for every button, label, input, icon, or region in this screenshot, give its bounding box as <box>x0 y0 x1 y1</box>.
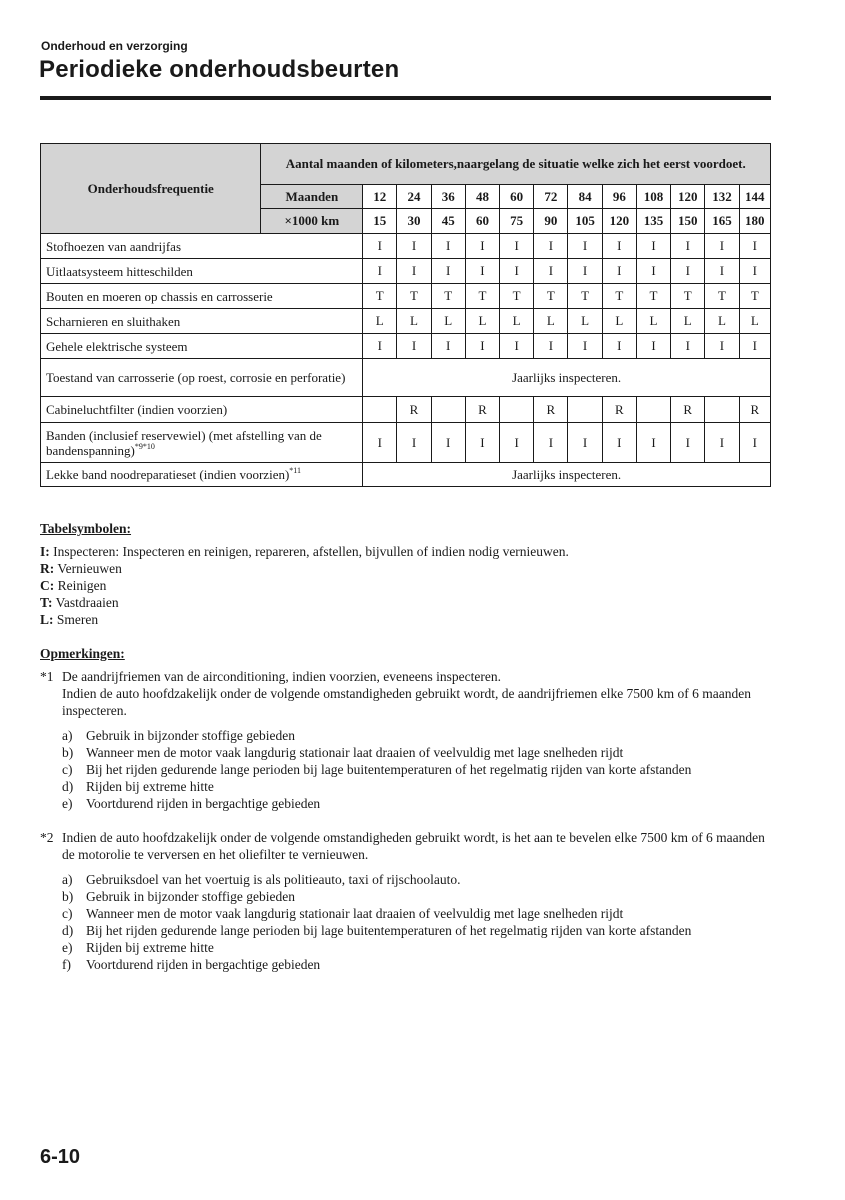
frequency-header: Onderhoudsfrequentie <box>41 144 261 234</box>
row-label <box>41 397 363 423</box>
condition-list <box>62 727 780 812</box>
legend-symbol: I: <box>40 544 50 559</box>
km-value: 135 <box>636 209 670 234</box>
page-number: 6-10 <box>40 1146 81 1168</box>
schedule-cell <box>363 397 397 423</box>
condition-letter: f) <box>62 957 71 972</box>
schedule-cell: I <box>534 423 568 463</box>
row-label-text: Toestand van carrosserie (op roest, corrosie en perforatie) <box>46 370 346 385</box>
km-value: 105 <box>568 209 602 234</box>
condition-text: Gebruik in bijzonder stoffige gebieden <box>86 889 295 904</box>
maintenance-table <box>40 143 771 487</box>
schedule-cell: I <box>636 423 670 463</box>
schedule-cell: R <box>671 397 705 423</box>
months-value: 144 <box>739 185 770 209</box>
footnote-ref: *9*10 <box>134 441 155 451</box>
schedule-cell <box>705 397 739 423</box>
schedule-cell: I <box>500 334 534 359</box>
schedule-cell: I <box>431 259 465 284</box>
interval-header: Aantal maanden of kilometers,naargelang de situatie welke zich het eerst voordoet. <box>261 144 771 185</box>
schedule-cell: I <box>739 234 770 259</box>
schedule-cell: T <box>431 284 465 309</box>
row-label <box>41 423 363 463</box>
legend-text: Smeren <box>53 612 99 627</box>
km-value: 120 <box>602 209 636 234</box>
remarks-section <box>40 645 780 973</box>
row-label <box>41 309 363 334</box>
schedule-cell: T <box>705 284 739 309</box>
legend-text: Reinigen <box>54 578 107 593</box>
section-label: Onderhoud en verzorging <box>41 39 188 53</box>
schedule-cell: I <box>397 259 431 284</box>
legend-item <box>40 543 780 560</box>
schedule-cell: I <box>397 423 431 463</box>
remark-detail: Indien de auto hoofdzakelijk onder de volgende omstandigheden gebruikt wordt, de aandrijfriemen elke 7500 km of 6 maanden inspecteren. <box>62 686 752 718</box>
schedule-cell: L <box>534 309 568 334</box>
condition-item <box>62 778 780 795</box>
schedule-cell: T <box>465 284 499 309</box>
months-value: 132 <box>705 185 739 209</box>
schedule-cell: I <box>397 234 431 259</box>
row-label-text: Cabineluchtfilter (indien voorzien) <box>46 402 228 417</box>
row-label <box>41 359 363 397</box>
condition-letter: d) <box>62 923 74 938</box>
months-label: Maanden <box>261 185 363 209</box>
schedule-cell: L <box>739 309 770 334</box>
table-row <box>41 359 771 397</box>
condition-item <box>62 795 780 812</box>
schedule-cell <box>568 397 602 423</box>
schedule-cell: I <box>739 423 770 463</box>
legend-symbol: T: <box>40 595 53 610</box>
condition-letter: a) <box>62 728 73 743</box>
km-value: 150 <box>671 209 705 234</box>
condition-item <box>62 761 780 778</box>
months-value: 24 <box>397 185 431 209</box>
schedule-cell: I <box>636 234 670 259</box>
months-value: 36 <box>431 185 465 209</box>
row-label-text: Uitlaatsysteem hitteschilden <box>46 263 193 279</box>
schedule-cell: I <box>636 259 670 284</box>
remark-body <box>62 829 780 973</box>
schedule-cell: I <box>705 259 739 284</box>
schedule-cell: R <box>602 397 636 423</box>
remark-intro: De aandrijfriemen van de airconditioning, indien voorzien, eveneens inspecteren. <box>62 669 501 684</box>
km-value: 60 <box>465 209 499 234</box>
condition-item <box>62 905 780 922</box>
table-row <box>41 234 771 259</box>
row-label-text: Bouten en moeren op chassis en carrosserie <box>46 288 273 304</box>
schedule-cell: L <box>636 309 670 334</box>
legend-item <box>40 611 780 628</box>
page-title: Periodieke onderhoudsbeurten <box>39 56 400 83</box>
condition-text: Gebruik in bijzonder stoffige gebieden <box>86 728 295 743</box>
schedule-cell: I <box>465 334 499 359</box>
months-value: 108 <box>636 185 670 209</box>
table-row <box>41 334 771 359</box>
legend-text: Vernieuwen <box>54 561 122 576</box>
months-value: 84 <box>568 185 602 209</box>
schedule-cell: R <box>397 397 431 423</box>
months-value: 48 <box>465 185 499 209</box>
schedule-cell: I <box>602 259 636 284</box>
table-row <box>41 423 771 463</box>
schedule-cell: I <box>500 423 534 463</box>
months-value: 120 <box>671 185 705 209</box>
schedule-cell: I <box>465 423 499 463</box>
km-label: ×1000 km <box>261 209 363 234</box>
annual-inspection-note: Jaarlijks inspecteren. <box>363 463 771 487</box>
schedule-cell: L <box>465 309 499 334</box>
schedule-cell: L <box>602 309 636 334</box>
table-row <box>41 463 771 487</box>
row-label <box>41 234 363 259</box>
schedule-cell: I <box>431 234 465 259</box>
schedule-cell: I <box>465 259 499 284</box>
km-value: 165 <box>705 209 739 234</box>
schedule-cell: I <box>363 259 397 284</box>
schedule-cell: L <box>431 309 465 334</box>
schedule-cell: T <box>636 284 670 309</box>
remarks-list <box>40 668 780 973</box>
schedule-cell: I <box>671 423 705 463</box>
legend-symbol: C: <box>40 578 55 593</box>
schedule-cell: I <box>671 334 705 359</box>
schedule-cell <box>431 397 465 423</box>
months-value: 96 <box>602 185 636 209</box>
schedule-cell: R <box>739 397 770 423</box>
schedule-cell: L <box>568 309 602 334</box>
schedule-cell: T <box>397 284 431 309</box>
row-label-text: Lekke band noodreparatieset (indien voorzien) <box>46 467 290 482</box>
remark-body <box>62 668 780 812</box>
schedule-cell: L <box>363 309 397 334</box>
table-row <box>41 309 771 334</box>
schedule-cell: I <box>397 334 431 359</box>
annual-inspection-note: Jaarlijks inspecteren. <box>363 359 771 397</box>
condition-letter: b) <box>62 889 74 904</box>
schedule-cell: R <box>534 397 568 423</box>
schedule-cell: I <box>671 234 705 259</box>
months-value: 60 <box>500 185 534 209</box>
schedule-cell: I <box>363 234 397 259</box>
row-label-text: Gehele elektrische systeem <box>46 338 188 354</box>
condition-text: Voortdurend rijden in bergachtige gebieden <box>86 796 321 811</box>
table-header-row <box>41 144 771 185</box>
legend-item <box>40 594 780 611</box>
schedule-cell: L <box>671 309 705 334</box>
condition-item <box>62 744 780 761</box>
row-label <box>41 463 363 487</box>
condition-text: Bij het rijden gedurende lange perioden bij lage buitentemperaturen of het regelmatig rijden van korte afstanden <box>86 762 692 777</box>
schedule-cell: L <box>705 309 739 334</box>
schedule-cell: I <box>534 334 568 359</box>
km-value: 15 <box>363 209 397 234</box>
condition-item <box>62 939 780 956</box>
schedule-cell: I <box>671 259 705 284</box>
condition-letter: c) <box>62 906 73 921</box>
row-label <box>41 334 363 359</box>
remark-intro: Indien de auto hoofdzakelijk onder de volgende omstandigheden gebruikt wordt, is het aan te bevelen elke 7500 km of 6 maanden de motorolie te verversen en het oliefilter te vernieuwen. <box>62 830 765 862</box>
schedule-cell: I <box>465 234 499 259</box>
km-value: 90 <box>534 209 568 234</box>
schedule-cell: I <box>568 259 602 284</box>
legend-item <box>40 577 780 594</box>
condition-text: Voortdurend rijden in bergachtige gebieden <box>86 957 321 972</box>
table-row <box>41 259 771 284</box>
legend-symbol: L: <box>40 612 54 627</box>
km-value: 45 <box>431 209 465 234</box>
schedule-cell: I <box>568 234 602 259</box>
schedule-cell: I <box>739 334 770 359</box>
remark-marker: *1 <box>40 669 54 684</box>
km-value: 30 <box>397 209 431 234</box>
schedule-cell: L <box>397 309 431 334</box>
row-label <box>41 284 363 309</box>
schedule-cell: I <box>431 334 465 359</box>
condition-letter: c) <box>62 762 73 777</box>
schedule-cell: I <box>602 334 636 359</box>
schedule-cell: I <box>636 334 670 359</box>
schedule-cell: I <box>705 234 739 259</box>
condition-letter: e) <box>62 940 73 955</box>
condition-item <box>62 956 780 973</box>
legend-text: Inspecteren: Inspecteren en reinigen, repareren, afstellen, bijvullen of indien nodig vernieuwen. <box>49 544 569 559</box>
condition-text: Wanneer men de motor vaak langdurig stationair laat draaien of veelvuldig met lage snelheden rijdt <box>86 745 624 760</box>
condition-text: Bij het rijden gedurende lange perioden bij lage buitentemperaturen of het regelmatig rijden van korte afstanden <box>86 923 692 938</box>
table-row <box>41 397 771 423</box>
schedule-cell: I <box>705 334 739 359</box>
remark-marker: *2 <box>40 830 54 845</box>
schedule-cell: I <box>363 423 397 463</box>
schedule-cell: I <box>363 334 397 359</box>
schedule-cell: I <box>739 259 770 284</box>
footnote-ref: *11 <box>289 466 301 475</box>
schedule-cell <box>636 397 670 423</box>
condition-text: Wanneer men de motor vaak langdurig stationair laat draaien of veelvuldig met lage snelheden rijdt <box>86 906 624 921</box>
title-rule <box>40 96 771 100</box>
schedule-cell: T <box>568 284 602 309</box>
legend-heading: Tabelsymbolen: <box>40 521 132 536</box>
schedule-cell: R <box>465 397 499 423</box>
condition-item <box>62 871 780 888</box>
schedule-cell: T <box>739 284 770 309</box>
schedule-cell: T <box>500 284 534 309</box>
schedule-cell: T <box>671 284 705 309</box>
condition-text: Rijden bij extreme hitte <box>86 779 214 794</box>
legend-section <box>40 520 780 628</box>
schedule-cell: I <box>500 259 534 284</box>
condition-item <box>62 922 780 939</box>
schedule-cell: L <box>500 309 534 334</box>
schedule-cell: T <box>363 284 397 309</box>
condition-list <box>62 871 780 973</box>
legend-symbol: R: <box>40 561 55 576</box>
legend-list <box>40 543 780 628</box>
remark-note <box>40 829 780 973</box>
schedule-cell: I <box>602 234 636 259</box>
schedule-cell <box>500 397 534 423</box>
schedule-cell: I <box>534 234 568 259</box>
remarks-heading: Opmerkingen: <box>40 646 125 661</box>
legend-text: Vastdraaien <box>52 595 119 610</box>
row-label <box>41 259 363 284</box>
schedule-cell: I <box>500 234 534 259</box>
condition-text: Rijden bij extreme hitte <box>86 940 214 955</box>
months-value: 12 <box>363 185 397 209</box>
table-row <box>41 284 771 309</box>
condition-item <box>62 888 780 905</box>
schedule-cell: I <box>705 423 739 463</box>
schedule-cell: T <box>602 284 636 309</box>
condition-letter: a) <box>62 872 73 887</box>
km-value: 75 <box>500 209 534 234</box>
months-value: 72 <box>534 185 568 209</box>
schedule-cell: T <box>534 284 568 309</box>
row-label-text: Stofhoezen van aandrijfas <box>46 238 182 254</box>
schedule-cell: I <box>534 259 568 284</box>
schedule-cell: I <box>431 423 465 463</box>
row-label-text: Scharnieren en sluithaken <box>46 313 181 329</box>
row-label-text: Banden (inclusief reservewiel) (met afstelling van de bandenspanning) <box>46 427 322 458</box>
condition-letter: b) <box>62 745 74 760</box>
condition-letter: e) <box>62 796 73 811</box>
schedule-cell: I <box>568 423 602 463</box>
legend-item <box>40 560 780 577</box>
condition-text: Gebruiksdoel van het voertuig is als politieauto, taxi of rijschoolauto. <box>86 872 461 887</box>
remark-note <box>40 668 780 812</box>
condition-letter: d) <box>62 779 74 794</box>
condition-item <box>62 727 780 744</box>
km-value: 180 <box>739 209 770 234</box>
schedule-cell: I <box>602 423 636 463</box>
schedule-cell: I <box>568 334 602 359</box>
